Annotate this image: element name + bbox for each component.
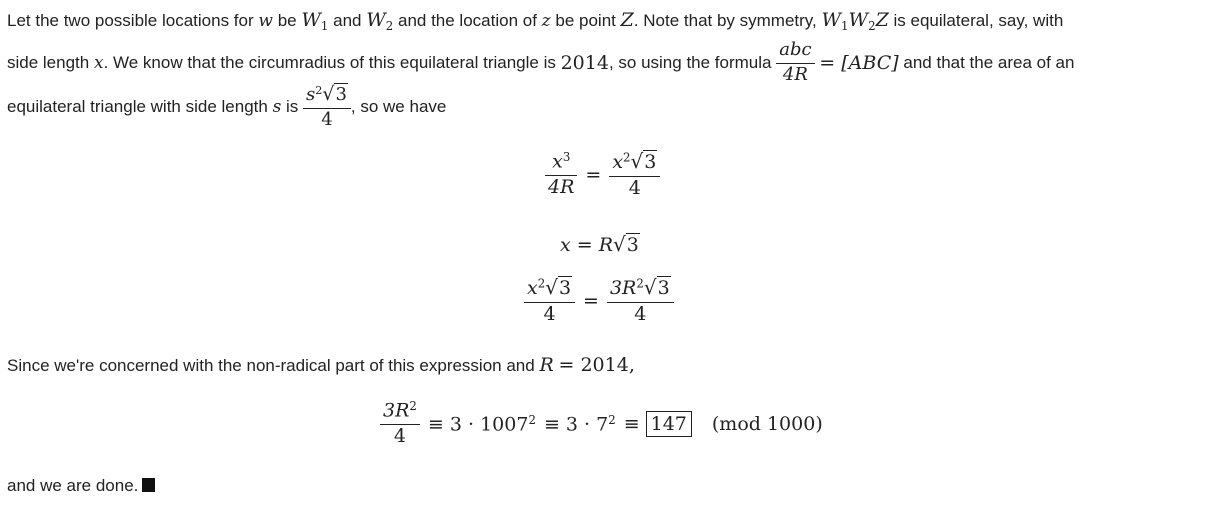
text: Let the two possible locations for bbox=[7, 11, 254, 30]
equation-2: x = R√3 bbox=[560, 232, 639, 256]
text: . We know that the circumradius of this equilateral triangle is bbox=[103, 52, 556, 72]
text: is bbox=[286, 97, 299, 117]
circumradius-value: 2014 bbox=[560, 51, 609, 74]
var-W2: $W_2$ bbox=[366, 9, 394, 34]
text: Since we're concerned with the non-radical part of this expression and bbox=[7, 356, 535, 375]
paragraph-line-2 bbox=[7, 40, 1074, 85]
paragraph-line-4 bbox=[7, 355, 635, 376]
boxed-answer: 147 bbox=[646, 411, 692, 437]
equation-3: $\frac{x^2√3}{4}$ = $\frac{3R^2√3}{4}$ bbox=[524, 276, 674, 326]
var-W1: $W_1$ bbox=[301, 9, 329, 34]
paragraph-line-5 bbox=[7, 476, 155, 496]
var-x: x bbox=[93, 52, 104, 73]
text: and that the area of an bbox=[903, 52, 1075, 72]
formula-area: = [ABC] bbox=[819, 51, 899, 74]
R-value: = 2014, bbox=[558, 354, 635, 376]
paragraph-line-3 bbox=[7, 84, 446, 130]
equation-1: $\frac{x^3}{4R}$ = $\frac{x^2√3}{4}$ bbox=[545, 150, 660, 200]
text: be point bbox=[555, 11, 616, 30]
text: , so using the formula bbox=[608, 52, 772, 72]
var-R: R bbox=[539, 354, 554, 376]
text: and the location of bbox=[397, 11, 537, 30]
paragraph-line-1 bbox=[7, 10, 1063, 36]
text: , so we have bbox=[350, 97, 447, 117]
text: and we are done. bbox=[7, 476, 139, 495]
var-s: s bbox=[272, 97, 282, 118]
text: equilateral triangle with side length bbox=[7, 97, 268, 117]
var-z: z bbox=[541, 11, 551, 31]
equation-4: $\frac{3R^2}{4}$ ≡ $3 \cdot 1007^2$ ≡ $3 \cdot 7^2$ ≡ 147 (mod 1000) bbox=[380, 400, 823, 448]
text: be bbox=[277, 11, 297, 30]
text: side length bbox=[7, 52, 90, 72]
var-w: w bbox=[258, 11, 273, 31]
formula-fraction: $\frac{\text{abc}}{4R}$ bbox=[776, 40, 814, 85]
text: and bbox=[333, 11, 362, 30]
qed-square-icon bbox=[142, 478, 155, 492]
triangle-W1W2Z: $W_1W_2Z$ bbox=[821, 9, 889, 34]
text: is equilateral, say, with bbox=[893, 11, 1064, 30]
var-Z: Z bbox=[620, 9, 634, 31]
text: . Note that by symmetry, bbox=[633, 11, 817, 30]
area-fraction: $\frac{s^2√3}{4}$ bbox=[303, 84, 351, 130]
